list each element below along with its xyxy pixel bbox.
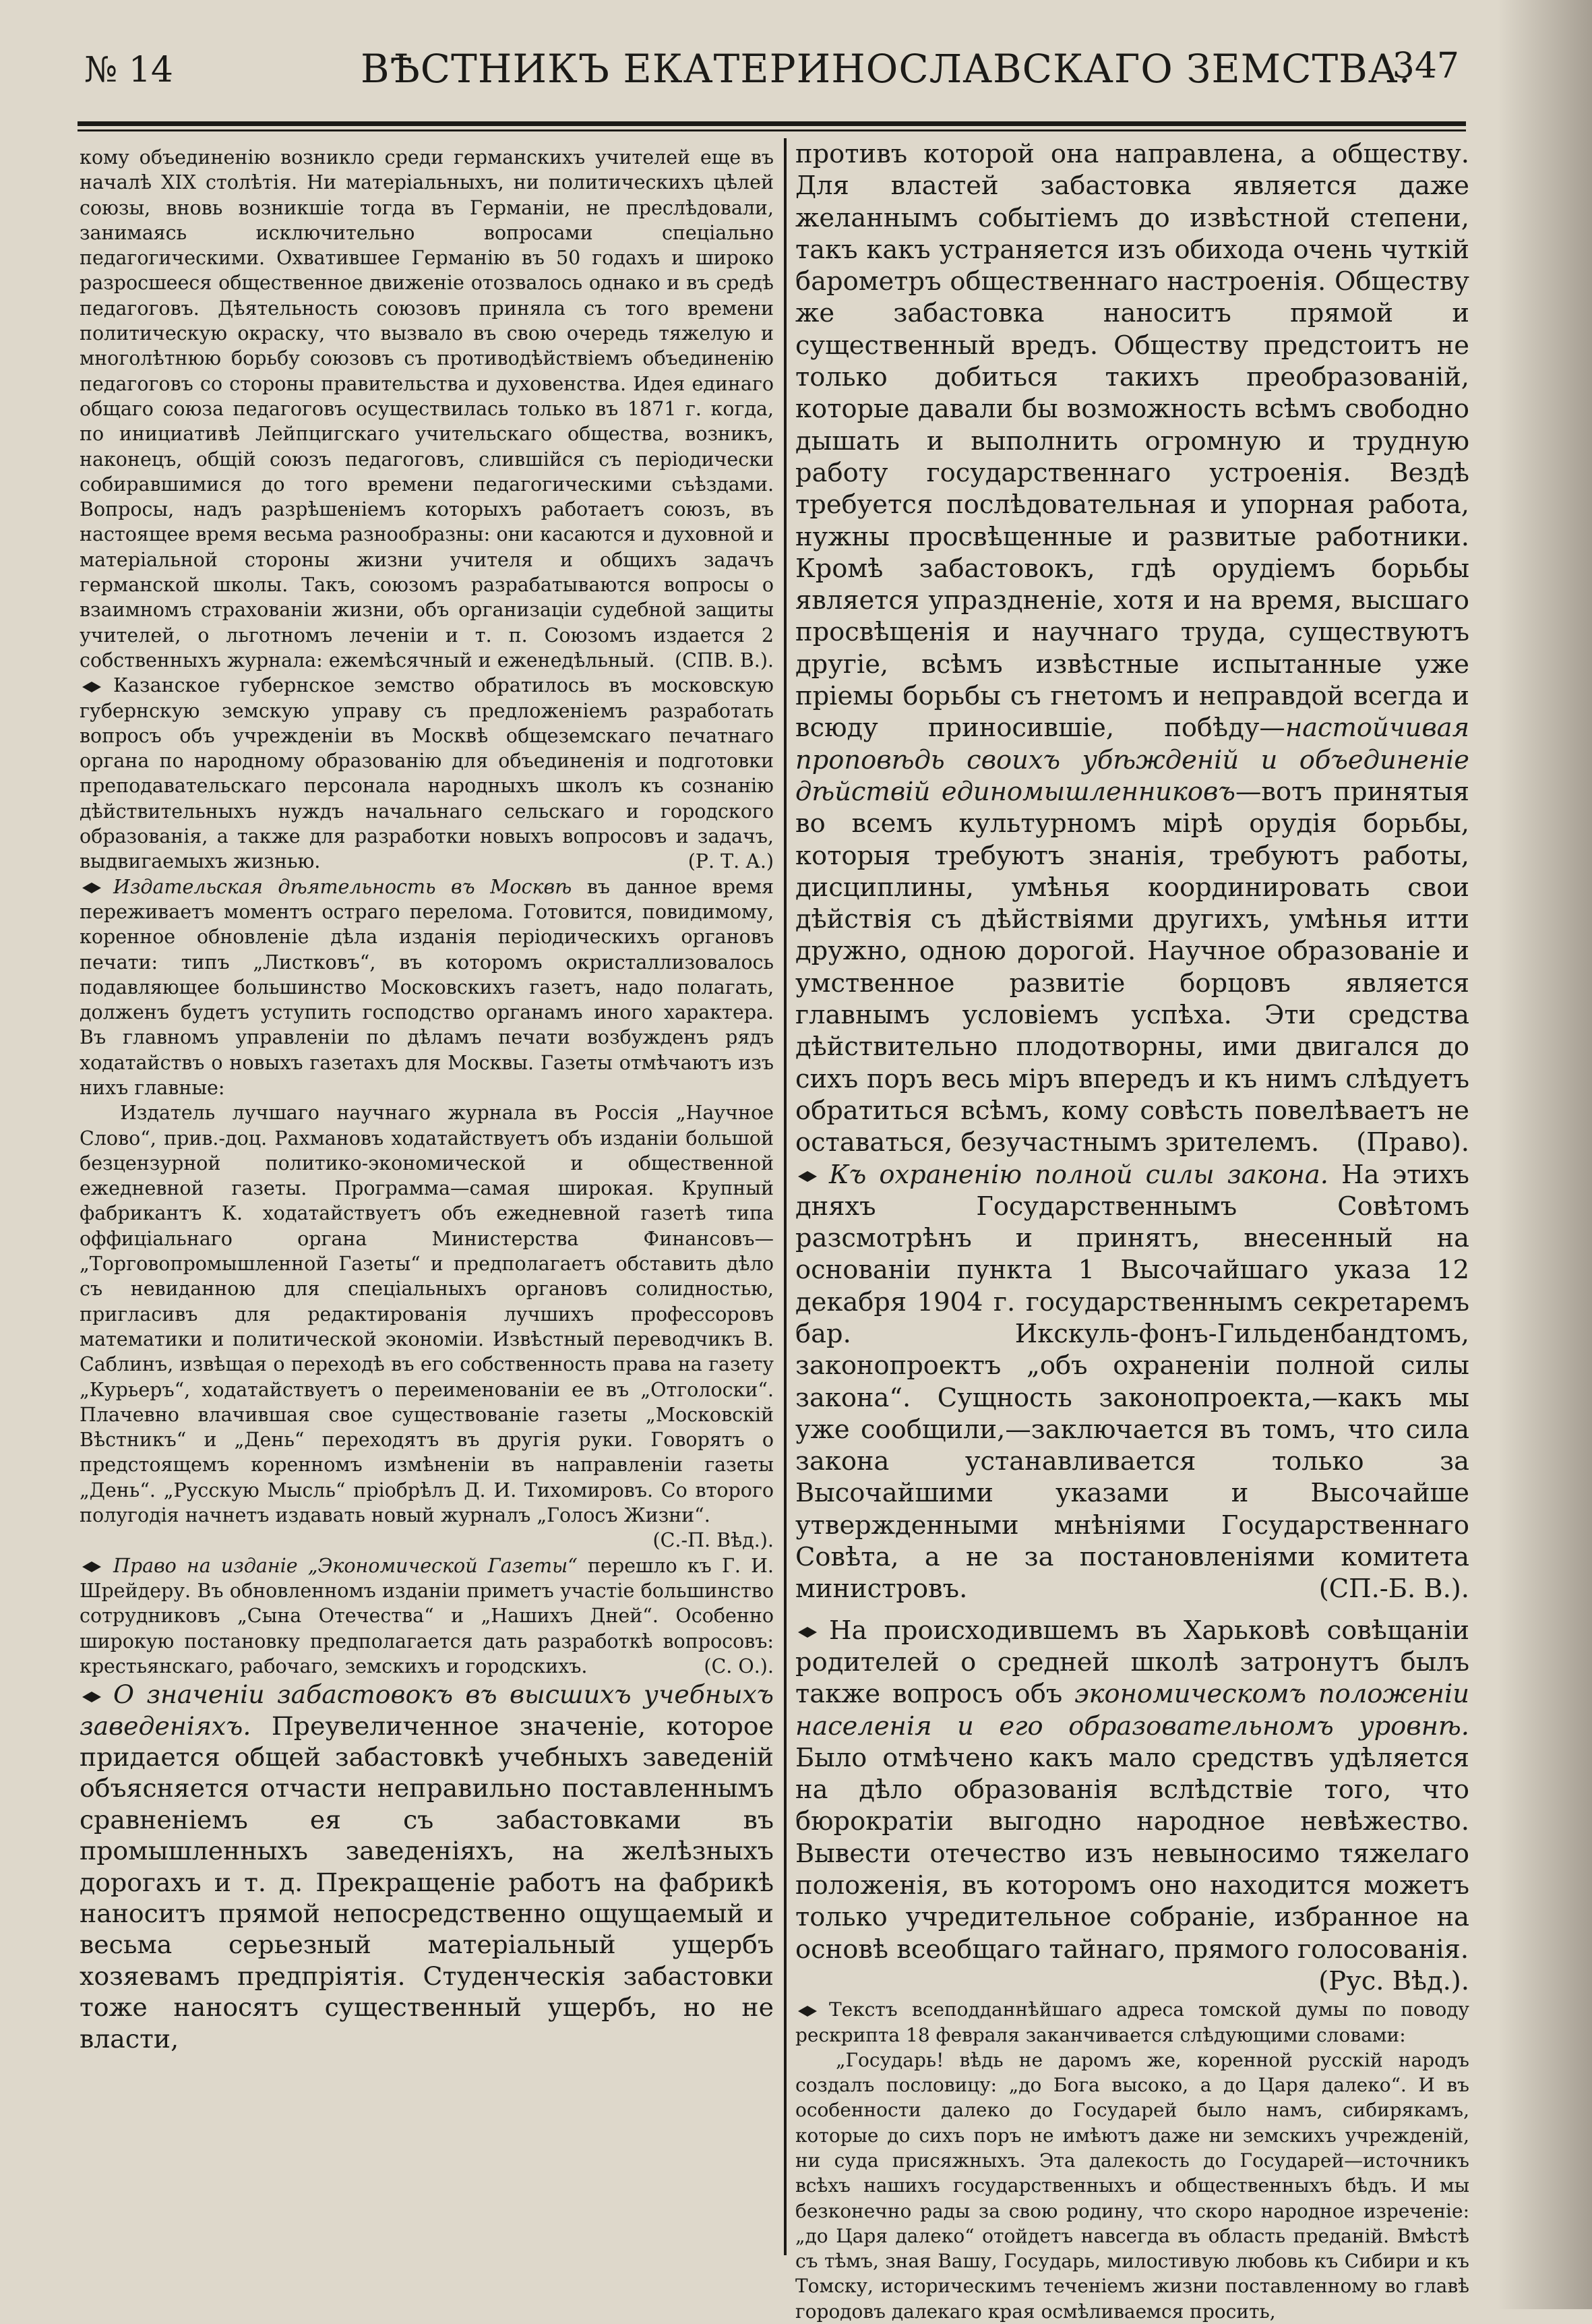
source-label: (СПВ. В.).: [674, 649, 774, 672]
article-text: Издатель лучшаго научнаго журнала въ Россія „Научное Слово“, прив.-доц. Рахмановъ ходатайствуетъ объ изданіи большой безцензурной политико-экономической и общественной ежедневной газеты. Программа—самая широкая. Крупный фабрикантъ К. ходатайствуетъ объ ежедневной газетѣ типа оффиціальнаго органа Министерства Финансовъ—„Торговопромышленной Газеты“ и предполагаетъ обставить дѣло съ невиданною для спеціальныхъ органовъ солидностью, пригласивъ для редактированія лучшихъ профессоровъ математики и политической экономіи. Извѣстный переводчикъ В. Саблинъ, извѣщая о переходѣ въ его собственность права на газету „Курьеръ“, ходатайствуетъ о переименованіи ее въ „Отголоски“. Плачевно влачившая свое существованіе газеты „Московскій Вѣстникъ“ и „День“ переходятъ въ другія руки. Говорятъ о предстоящемъ коренномъ измѣненіи въ направленіи газеты „День“. „Русскую Мысль“ пріобрѣлъ Д. И. Тихомировъ. Со второго полугодія начнетъ издавать новый журналъ „Голосъ Жизни“.: [80, 1102, 774, 1527]
section-marker-icon: [795, 1626, 825, 1638]
article-strikes-continued: [795, 138, 1469, 1159]
section-marker-icon: [80, 1561, 109, 1573]
article-teachers-union: [80, 145, 774, 673]
article-tomsk-address: [795, 1997, 1469, 2048]
header-rule-thin: [78, 129, 1466, 131]
page-header: [78, 46, 1466, 107]
source-label: (Рус. Вѣд.).: [1318, 1965, 1469, 1996]
left-column: [80, 145, 774, 2054]
column-divider: [784, 138, 787, 2255]
article-economic-gazette: [80, 1553, 774, 1679]
masthead-title: ВѢСТНИКЪ ЕКАТЕРИНОСЛАВСКАГО ЗЕМСТВА.: [361, 46, 1412, 92]
article-text: На этихъ дняхъ Государственнымъ Совѣтомъ разсмотрѣнъ и принятъ, внесенный на основаніи пункта 1 Высочайшаго указа 12 декабря 1904 г. государственнымъ секретаремъ бар. Икскуль-фонъ-Гильденбандтомъ, законопроектъ „объ охраненіи полной силы закона“. Сущность законопроекта,—какъ мы уже сообщили,—заключается въ томъ, что сила закона устанавливается только за Высочайшими указами и Высочайше утвержденными мнѣніями Государственнаго Совѣта, а не за постановленіями комитета министровъ.: [795, 1159, 1469, 1605]
article-text: Текстъ всеподданнѣйшаго адреса томской думы по поводу рескрипта 18 февраля заканчивается слѣдующими словами:: [795, 1998, 1469, 2046]
article-text: На происходившемъ въ Харьковѣ совѣщаніи родителей о средней школѣ затронутъ былъ также вопросъ объ: [795, 1615, 1469, 1710]
article-heading: Къ охраненію полной силы закона.: [829, 1159, 1328, 1190]
article-text: Было отмѣчено какъ мало средствъ удѣляется на дѣло образованія вслѣдствіе того, что бюрократіи выгодно народное невѣжество. Вывести отечество изъ невыносимо тяжелаго положенія, въ которомъ оно находится можетъ только учредительное собраніе, избранное на основѣ всеобщаго тайнаго, прямого голосованія.: [795, 1742, 1469, 1965]
section-marker-icon: [80, 1691, 109, 1703]
section-marker-icon: [795, 2005, 825, 2017]
section-marker-icon: [795, 1170, 825, 1183]
article-text: противъ которой она направлена, а обществу. Для властей забастовка является даже желаннымъ событіемъ до извѣстной степени, такъ какъ устраняется изъ обихода очень чуткій барометръ общественнаго настроенія. Обществу же забастовка наноситъ прямой и существенный вредъ. Обществу предстоитъ не только добиться такихъ преобразованій, которые давали бы возможность всѣмъ свободно дышать и выполнить огромную и трудную работу государственнаго устроенія. Вездѣ требуется послѣдовательная и упорная работа, нужны просвѣщенные и развитые работники. Кромѣ забастовокъ, гдѣ орудіемъ борьбы является упраздненіе, хотя и на время, высшаго просвѣщенія и научнаго труда, существуютъ другіе, всѣмъ извѣстные испытанные уже пріемы борьбы съ гнетомъ и неправдой всегда и всюду приносившіе, побѣду—: [795, 139, 1469, 744]
page-edge-shadow: [1498, 0, 1592, 2309]
article-strikes: [80, 1679, 774, 2054]
article-text: Казанское губернское земство обратилось въ московскую губернскую земскую управу съ предложеніемъ разработать вопросъ объ учрежденіи въ Москвѣ общеземскаго печатнаго органа по народному образованію для объединенія и подготовки преподавательскаго персонала народныхъ школъ къ сознанію дѣйствительныхъ нуждъ начальнаго сельскаго и городского образованія, а также для разработки новыхъ вопросовъ и задачъ, выдвигаемыхъ жизнью.: [80, 674, 774, 873]
article-emphasis: настойчивая проповѣдь своихъ убѣжденій и объединеніе дѣйствій единомышленниковъ: [795, 713, 1469, 807]
article-tomsk-quote: [795, 2048, 1469, 2324]
article-heading: Издательская дѣятельность въ Москвѣ: [113, 875, 572, 898]
article-kharkov-meeting: [795, 1615, 1469, 1996]
source-label: (С. О.).: [704, 1655, 774, 1677]
article-text: „Государь! вѣдь не даромъ же, коренной русскій народъ создалъ пословицу: „до Бога высоко, а до Царя далеко“. И въ особенности далеко до Государей было намъ, сибирякамъ, которые до сихъ поръ не имѣютъ даже ни земскихъ учрежденій, ни суда присяжныхъ. Эта далекость до Государей—источникъ всѣхъ нашихъ государственныхъ и общественныхъ бѣдъ. И мы безконечно рады за свою родину, что скоро народное изреченіе: „до Царя далеко“ отойдетъ навсегда въ область преданій. Вмѣстѣ съ тѣмъ, зная Вашу, Государь, милостивую любовь къ Сибири и къ Томску, историческимъ теченіемъ жизни поставленному во главѣ городовъ далекаго края осмѣливаемся просить,: [795, 2048, 1469, 2323]
article-emphasis: экономическомъ положеніи населенія и его образовательномъ уровнѣ.: [795, 1679, 1469, 1741]
article-kazan-zemstvo: [80, 673, 774, 874]
article-moscow-publishing: [80, 874, 774, 1101]
article-heading: О значеніи забастовокъ въ высшихъ учебныхъ заведеніяхъ.: [80, 1679, 774, 1741]
article-heading: Право на изданіе „Экономической Газеты“: [113, 1554, 578, 1577]
source-label: (Право).: [1356, 1127, 1469, 1158]
article-newspaper-petitions: [80, 1100, 774, 1552]
source-label: (Р. Т. А.): [687, 850, 774, 873]
source-label: (С.-П. Вѣд.).: [652, 1529, 774, 1552]
issue-number: № 14: [84, 50, 173, 90]
article-text: Преувеличенное значеніе, которое придается общей забастовкѣ учебныхъ заведеній объясняется отчасти неправильно поставленнымъ сравненіемъ ея съ забастовками въ промышленныхъ заведеніяхъ, на желѣзныхъ дорогахъ и т. д. Прекращеніе работъ на фабрикѣ наноситъ прямой непосредственно ощущаемый и весьма серьезный матеріальный ущербъ хозяевамъ предпріятія. Студенческія забастовки тоже наносятъ существенный ущербъ, но не власти,: [80, 1710, 774, 2054]
section-marker-icon: [80, 882, 109, 894]
right-column: [795, 138, 1469, 2324]
page-number: 347: [1392, 46, 1459, 86]
article-law-force: [795, 1159, 1469, 1605]
source-label: (СП.-Б. В.).: [1318, 1574, 1469, 1605]
article-text: —вотъ принятыя во всемъ культурномъ мірѣ орудія борьбы, которыя требуютъ знанія, требуютъ работы, дисциплины, умѣнья координировать свои дѣйствія съ дѣйствіями другихъ, умѣнья итти дружно, одною дорогой. Научное образованіе и умственное развитіе борцовъ является главнымъ условіемъ успѣха. Эти средства дѣйствительно плодотворны, ими двигался до сихъ поръ весь міръ впередъ и къ нимъ слѣдуетъ обратиться всѣмъ, кому совѣсть повелѣваетъ не оставаться, безучастнымъ зрителемъ.: [795, 776, 1469, 1158]
article-text: кому объединенію возникло среди германскихъ учителей еще въ началѣ XIX столѣтія. Ни матеріальныхъ, ни политическихъ цѣлей союзы, вновь возникшіе тогда въ Германіи, не преслѣдовали, занимаясь исключительно вопросами спеціально педагогическими. Охватившее Германію въ 50 годахъ и широко разросшееся общественное движеніе отозвалось однако и въ средѣ педагоговъ. Дѣятельность союзовъ приняла съ того времени политическую окраску, что вызвало въ свою очередь тяжелую и многолѣтнюю борьбу союзовъ съ противодѣйствіемъ объединенію педагоговъ со стороны правительства и духовенства. Идея единаго общаго союза педагоговъ осуществилась только въ 1871 г. когда, по инициативѣ Лейпцигскаго учительскаго общества, возникъ, наконецъ, общій союзъ педагоговъ, слившійся съ періодически собиравшимися до того времени педагогическими съѣздами. Вопросы, надъ разрѣшеніемъ которыхъ работаетъ союзъ, въ настоящее время весьма разнообразны: они касаются и духовной и матеріальной стороны жизни учителя и общихъ задачъ германской школы. Такъ, союзомъ разрабатываются вопросы о взаимномъ страхованіи жизни, объ организаціи судебной защиты учителей, о льготномъ леченіи и т. п. Союзомъ издается 2 собственныхъ журнала: ежемѣсячный и еженедѣльный.: [80, 146, 774, 672]
section-marker-icon: [80, 681, 109, 693]
header-rule-thick: [78, 121, 1466, 126]
article-text: перешло къ Г. И. Шрейдеру. Въ обновленномъ изданіи приметъ участіе большинство сотрудниковъ „Сына Отечества“ и „Нашихъ Дней“. Особенно широкую постановку предполагается дать разработкѣ вопросовъ: крестьянскаго, рабочаго, земскихъ и городскихъ.: [80, 1554, 774, 1677]
article-text: въ данное время переживаетъ моментъ остраго перелома. Готовится, повидимому, коренное обновленіе дѣла изданія періодическихъ органовъ печати: типъ „Листковъ“, въ которомъ окристаллизовалось подавляющее большинство Московскихъ газетъ, надо полагать, долженъ будетъ уступить господство органамъ иного характера. Въ главномъ управленіи по дѣламъ печати возбужденъ рядъ ходатайствъ о новыхъ газетахъ для Москвы. Газеты отмѣчаютъ изъ нихъ главные:: [80, 875, 774, 1099]
